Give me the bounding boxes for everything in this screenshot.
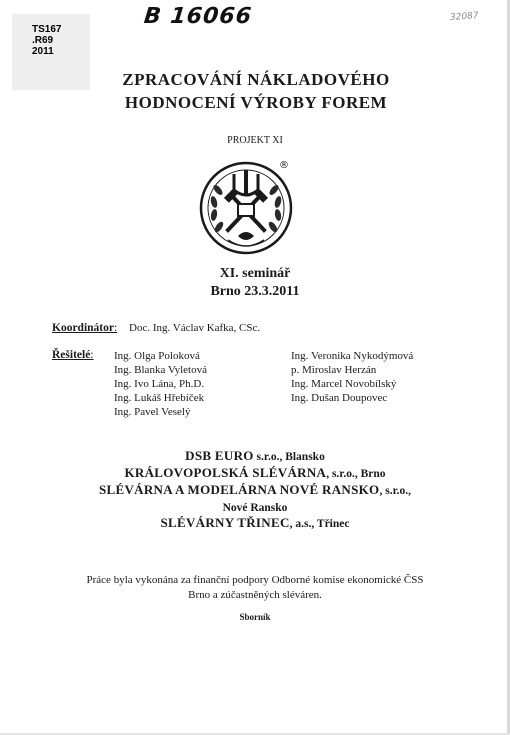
researcher-name: Ing. Pavel Veselý [114, 406, 191, 418]
registered-mark: ® [279, 160, 289, 171]
foundry-emblem-icon [198, 160, 294, 256]
researcher-name: Ing. Veronika Nykodýmová [291, 350, 414, 362]
researcher-name: Ing. Lukáš Hřebíček [114, 392, 205, 404]
library-call-number-label [12, 14, 90, 90]
researcher-name: Ing. Dušan Doupovec [291, 392, 388, 404]
seminar-place-date: Brno 23.3.2011 [210, 284, 300, 299]
coordinator-label: Koordinátor: [52, 322, 118, 334]
researchers-label: Řešitelé: [52, 349, 94, 361]
project-label: PROJEKT XI [227, 135, 283, 146]
seminar-title: XI. seminář [219, 266, 291, 281]
document-title-line-2: HODNOCENÍ VÝROBY FOREM [124, 93, 388, 112]
researcher-name: p. Miroslav Herzán [291, 364, 377, 376]
coordinator-name: Doc. Ing. Václav Kafka, CSc. [129, 322, 261, 334]
researcher-name: Ing. Ivo Lána, Ph.D. [114, 378, 205, 390]
researcher-name: Ing. Olga Poloková [114, 350, 200, 362]
researcher-name: Ing. Blanka Vyletová [114, 364, 207, 376]
company-line: SLÉVÁRNA A MODELÁRNA NOVÉ RANSKO, s.r.o., [98, 482, 411, 497]
call-number-line-1: TS167 [32, 24, 62, 35]
handwritten-inventory-number: B 16066 [142, 4, 254, 29]
call-number-line-2: .R69 [32, 35, 54, 46]
researcher-name: Ing. Marcel Novobílský [291, 378, 397, 390]
company-line: KRÁLOVOPOLSKÁ SLÉVÁRNA, s.r.o., Brno [124, 465, 386, 480]
company-line: DSB EURO s.r.o., Blansko [185, 448, 325, 463]
document-title-line-1: ZPRACOVÁNÍ NÁKLADOVÉHO [122, 70, 390, 89]
call-number-line-3: 2011 [32, 46, 54, 57]
company-line: SLÉVÁRNY TŘINEC, a.s., Třinec [160, 515, 350, 530]
funding-note-line-1: Práce byla vykonána za finanční podpory Odborné komise ekonomické ČSS [86, 574, 424, 586]
company-line: Nové Ransko [222, 502, 288, 514]
funding-note-line-2: Brno a zúčastněných sléváren. [188, 589, 322, 601]
pencil-mark: 32087 [449, 11, 479, 23]
proceedings-label: Sborník [239, 612, 271, 622]
